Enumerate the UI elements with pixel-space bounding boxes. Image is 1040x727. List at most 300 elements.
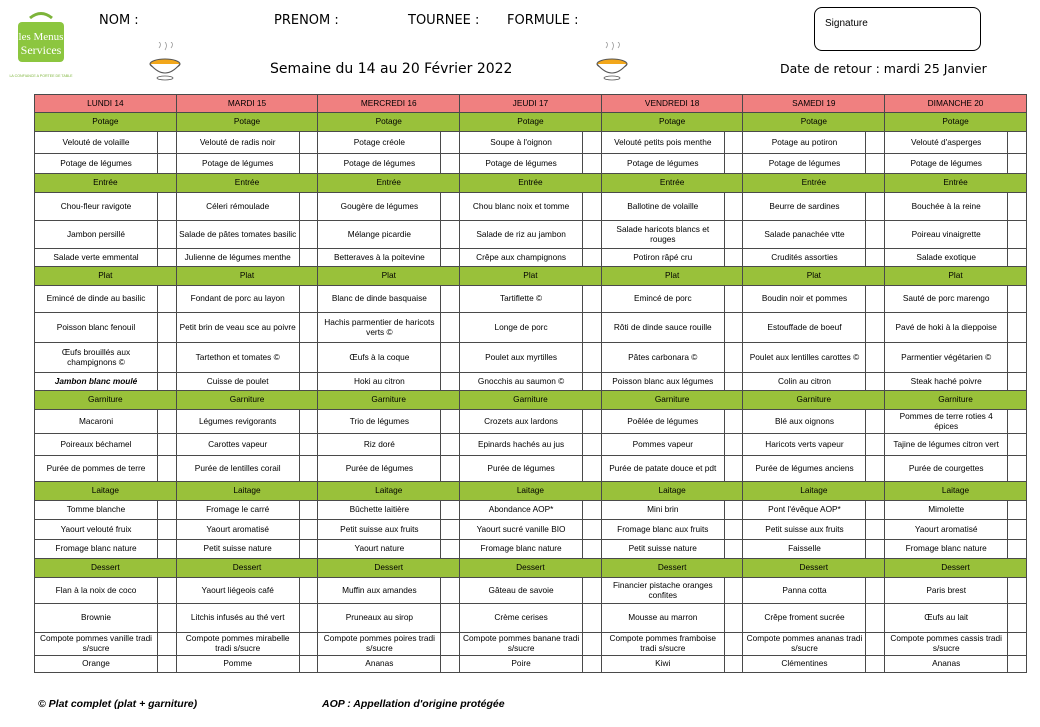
menu-item: Purée de courgettes	[885, 456, 1008, 482]
choice-checkbox[interactable]	[158, 656, 177, 673]
menu-item: Mélange picardie	[318, 221, 441, 249]
menu-item: Poisson blanc fenouil	[35, 313, 158, 343]
choice-checkbox[interactable]	[724, 456, 743, 482]
menu-item: Yaourt liégeois café	[176, 578, 299, 604]
menu-item: Céleri rémoulade	[176, 193, 299, 221]
menu-item: Œufs à la coque	[318, 343, 441, 373]
menu-item: Yaourt sucré vanille BIO	[460, 520, 583, 540]
menu-item: Crudités assorties	[743, 249, 866, 267]
menu-item: Velouté d'asperges	[885, 132, 1008, 154]
section-header: Dessert	[885, 559, 1027, 578]
menu-item: Compote pommes banane tradi s/sucre	[460, 633, 583, 656]
menu-row	[35, 456, 1027, 482]
choice-checkbox[interactable]	[441, 193, 460, 221]
svg-text:Services: Services	[20, 43, 62, 57]
menu-item: Pommes vapeur	[601, 434, 724, 456]
menu-item: Pont l'évêque AOP*	[743, 501, 866, 520]
choice-checkbox[interactable]	[441, 132, 460, 154]
menu-row	[35, 410, 1027, 434]
menu-item: Boudin noir et pommes	[743, 286, 866, 313]
menu-item: Salade verte emmental	[35, 249, 158, 267]
choice-checkbox[interactable]	[299, 578, 318, 604]
day-header: LUNDI 14	[35, 95, 177, 113]
choice-checkbox[interactable]	[583, 540, 602, 559]
section-header-row	[35, 174, 1027, 193]
menu-item: Julienne de légumes menthe	[176, 249, 299, 267]
choice-checkbox[interactable]	[866, 343, 885, 373]
footnote-aop: AOP : Appellation d'origine protégée	[322, 698, 505, 710]
menu-item: Macaroni	[35, 410, 158, 434]
choice-checkbox[interactable]	[441, 373, 460, 391]
menu-item: Emincé de dinde au basilic	[35, 286, 158, 313]
menu-item: Petit suisse aux fruits	[743, 520, 866, 540]
choice-checkbox[interactable]	[158, 540, 177, 559]
menu-item: Kiwi	[601, 656, 724, 673]
choice-checkbox[interactable]	[866, 456, 885, 482]
menu-item: Panna cotta	[743, 578, 866, 604]
menu-row	[35, 193, 1027, 221]
menu-row	[35, 286, 1027, 313]
section-header: Potage	[318, 113, 460, 132]
choice-checkbox[interactable]	[158, 286, 177, 313]
choice-checkbox[interactable]	[158, 132, 177, 154]
choice-checkbox[interactable]	[866, 132, 885, 154]
choice-checkbox[interactable]	[1008, 434, 1027, 456]
menu-item: Potage de légumes	[460, 154, 583, 174]
section-header: Laitage	[318, 482, 460, 501]
menu-item: Compote pommes vanille tradi s/sucre	[35, 633, 158, 656]
choice-checkbox[interactable]	[724, 434, 743, 456]
menu-item: Steak haché poivre	[885, 373, 1008, 391]
menu-item: Ananas	[318, 656, 441, 673]
menu-item: Compote pommes poires tradi s/sucre	[318, 633, 441, 656]
section-header: Plat	[885, 267, 1027, 286]
menu-row	[35, 578, 1027, 604]
menu-item: Potage de légumes	[35, 154, 158, 174]
menu-item: Litchis infusés au thé vert	[176, 604, 299, 633]
choice-checkbox[interactable]	[1008, 410, 1027, 434]
menu-row	[35, 633, 1027, 656]
section-header: Laitage	[35, 482, 177, 501]
section-header: Plat	[318, 267, 460, 286]
section-header: Laitage	[601, 482, 743, 501]
choice-checkbox[interactable]	[441, 540, 460, 559]
choice-checkbox[interactable]	[866, 249, 885, 267]
menu-item: Crêpe froment sucrée	[743, 604, 866, 633]
choice-checkbox[interactable]	[158, 410, 177, 434]
choice-checkbox[interactable]	[299, 604, 318, 633]
menu-item: Abondance AOP*	[460, 501, 583, 520]
menu-item: Pavé de hoki à la dieppoise	[885, 313, 1008, 343]
choice-checkbox[interactable]	[866, 434, 885, 456]
menu-item: Pommes de terre roties 4 épices	[885, 410, 1008, 434]
section-header: Plat	[176, 267, 318, 286]
section-header: Garniture	[743, 391, 885, 410]
menu-item: Bouchée à la reine	[885, 193, 1008, 221]
return-date: Date de retour : mardi 25 Janvier	[780, 61, 987, 76]
menu-item: Haricots verts vapeur	[743, 434, 866, 456]
choice-checkbox[interactable]	[441, 343, 460, 373]
choice-checkbox[interactable]	[299, 249, 318, 267]
choice-checkbox[interactable]	[1008, 501, 1027, 520]
choice-checkbox[interactable]	[299, 656, 318, 673]
menu-item: Purée de lentilles corail	[176, 456, 299, 482]
section-header: Entrée	[601, 174, 743, 193]
section-header: Plat	[460, 267, 602, 286]
choice-checkbox[interactable]	[1008, 604, 1027, 633]
menu-item: Tajine de légumes citron vert	[885, 434, 1008, 456]
choice-checkbox[interactable]	[583, 501, 602, 520]
choice-checkbox[interactable]	[299, 373, 318, 391]
choice-checkbox[interactable]	[1008, 286, 1027, 313]
choice-checkbox[interactable]	[583, 604, 602, 633]
choice-checkbox[interactable]	[724, 132, 743, 154]
choice-checkbox[interactable]	[583, 633, 602, 656]
choice-checkbox[interactable]	[441, 604, 460, 633]
choice-checkbox[interactable]	[866, 154, 885, 174]
section-header: Plat	[601, 267, 743, 286]
menu-item: Salade panachée vtte	[743, 221, 866, 249]
choice-checkbox[interactable]	[724, 540, 743, 559]
choice-checkbox[interactable]	[724, 520, 743, 540]
choice-checkbox[interactable]	[441, 410, 460, 434]
menu-item: Salade de pâtes tomates basilic	[176, 221, 299, 249]
choice-checkbox[interactable]	[583, 520, 602, 540]
choice-checkbox[interactable]	[866, 520, 885, 540]
section-header: Potage	[885, 113, 1027, 132]
menu-item: Gnocchis au saumon ©	[460, 373, 583, 391]
choice-checkbox[interactable]	[866, 501, 885, 520]
choice-checkbox[interactable]	[158, 456, 177, 482]
choice-checkbox[interactable]	[724, 633, 743, 656]
choice-checkbox[interactable]	[1008, 633, 1027, 656]
section-header-row	[35, 482, 1027, 501]
menu-item: Œufs brouillés aux champignons ©	[35, 343, 158, 373]
choice-checkbox[interactable]	[441, 249, 460, 267]
choice-checkbox[interactable]	[441, 656, 460, 673]
choice-checkbox[interactable]	[1008, 249, 1027, 267]
menu-item: Crème cerises	[460, 604, 583, 633]
menu-item: Compote pommes mirabelle tradi s/sucre	[176, 633, 299, 656]
menu-item: Potage de légumes	[743, 154, 866, 174]
choice-checkbox[interactable]	[441, 434, 460, 456]
menu-item: Purée de patate douce et pdt	[601, 456, 724, 482]
menu-item: Yaourt aromatisé	[176, 520, 299, 540]
menu-table	[34, 94, 1027, 673]
choice-checkbox[interactable]	[158, 249, 177, 267]
choice-checkbox[interactable]	[1008, 221, 1027, 249]
section-header: Laitage	[176, 482, 318, 501]
choice-checkbox[interactable]	[866, 633, 885, 656]
choice-checkbox[interactable]	[441, 154, 460, 174]
menu-row	[35, 604, 1027, 633]
choice-checkbox[interactable]	[1008, 343, 1027, 373]
choice-checkbox[interactable]	[299, 633, 318, 656]
choice-checkbox[interactable]	[724, 343, 743, 373]
nom-label: NOM :	[99, 13, 139, 28]
section-header: Entrée	[35, 174, 177, 193]
section-header: Potage	[601, 113, 743, 132]
choice-checkbox[interactable]	[158, 343, 177, 373]
menu-item: Fromage blanc nature	[460, 540, 583, 559]
choice-checkbox[interactable]	[1008, 656, 1027, 673]
soup-bowl-icon	[592, 42, 632, 82]
signature-box[interactable]	[814, 7, 981, 51]
choice-checkbox[interactable]	[299, 540, 318, 559]
section-header: Garniture	[885, 391, 1027, 410]
menu-item: Légumes revigorants	[176, 410, 299, 434]
section-header: Dessert	[460, 559, 602, 578]
menu-row	[35, 154, 1027, 174]
section-header-row	[35, 267, 1027, 286]
section-header: Entrée	[743, 174, 885, 193]
menu-item: Sauté de porc marengo	[885, 286, 1008, 313]
soup-bowl-icon	[145, 42, 185, 82]
choice-checkbox[interactable]	[1008, 154, 1027, 174]
choice-checkbox[interactable]	[583, 343, 602, 373]
section-header: Garniture	[601, 391, 743, 410]
choice-checkbox[interactable]	[866, 578, 885, 604]
choice-checkbox[interactable]	[299, 410, 318, 434]
choice-checkbox[interactable]	[1008, 540, 1027, 559]
week-title: Semaine du 14 au 20 Février 2022	[270, 61, 513, 77]
choice-checkbox[interactable]	[299, 343, 318, 373]
choice-checkbox[interactable]	[724, 501, 743, 520]
choice-checkbox[interactable]	[866, 286, 885, 313]
section-header: Laitage	[460, 482, 602, 501]
choice-checkbox[interactable]	[158, 193, 177, 221]
choice-checkbox[interactable]	[583, 286, 602, 313]
section-header: Dessert	[743, 559, 885, 578]
choice-checkbox[interactable]	[441, 313, 460, 343]
menu-item: Blé aux oignons	[743, 410, 866, 434]
menu-item: Tomme blanche	[35, 501, 158, 520]
menu-row	[35, 221, 1027, 249]
menu-row	[35, 373, 1027, 391]
choice-checkbox[interactable]	[299, 286, 318, 313]
choice-checkbox[interactable]	[724, 286, 743, 313]
choice-checkbox[interactable]	[441, 633, 460, 656]
day-header: VENDREDI 18	[601, 95, 743, 113]
menu-row	[35, 434, 1027, 456]
choice-checkbox[interactable]	[299, 434, 318, 456]
choice-checkbox[interactable]	[158, 221, 177, 249]
choice-checkbox[interactable]	[724, 313, 743, 343]
choice-checkbox[interactable]	[583, 656, 602, 673]
choice-checkbox[interactable]	[724, 373, 743, 391]
menu-row	[35, 313, 1027, 343]
choice-checkbox[interactable]	[583, 313, 602, 343]
menu-item: Mimolette	[885, 501, 1008, 520]
menu-item: Longe de porc	[460, 313, 583, 343]
choice-checkbox[interactable]	[866, 656, 885, 673]
choice-checkbox[interactable]	[866, 373, 885, 391]
choice-checkbox[interactable]	[724, 154, 743, 174]
choice-checkbox[interactable]	[158, 578, 177, 604]
menu-item: Petit brin de veau sce au poivre	[176, 313, 299, 343]
choice-checkbox[interactable]	[724, 578, 743, 604]
menu-row	[35, 249, 1027, 267]
section-header: Dessert	[318, 559, 460, 578]
menu-item: Bûchette laitière	[318, 501, 441, 520]
section-header: Potage	[176, 113, 318, 132]
choice-checkbox[interactable]	[158, 633, 177, 656]
menu-item: Petit suisse nature	[176, 540, 299, 559]
choice-checkbox[interactable]	[724, 249, 743, 267]
section-header: Plat	[743, 267, 885, 286]
section-header: Entrée	[176, 174, 318, 193]
day-header-row	[35, 95, 1027, 113]
choice-checkbox[interactable]	[299, 221, 318, 249]
section-header: Garniture	[460, 391, 602, 410]
menu-item: Salade exotique	[885, 249, 1008, 267]
choice-checkbox[interactable]	[158, 313, 177, 343]
choice-checkbox[interactable]	[158, 434, 177, 456]
formule-label: FORMULE :	[507, 13, 579, 28]
section-header: Dessert	[176, 559, 318, 578]
section-header: Laitage	[885, 482, 1027, 501]
menu-item: Velouté de radis noir	[176, 132, 299, 154]
choice-checkbox[interactable]	[299, 456, 318, 482]
menu-item: Purée de pommes de terre	[35, 456, 158, 482]
choice-checkbox[interactable]	[299, 154, 318, 174]
menu-item: Poireau vinaigrette	[885, 221, 1008, 249]
choice-checkbox[interactable]	[158, 154, 177, 174]
svg-text:LA CONFIANCE A PORTEE DE TABLE: LA CONFIANCE A PORTEE DE TABLE	[9, 74, 73, 78]
menu-item: Orange	[35, 656, 158, 673]
choice-checkbox[interactable]	[583, 410, 602, 434]
menu-item: Fromage le carré	[176, 501, 299, 520]
menu-item: Compote pommes framboise tradi s/sucre	[601, 633, 724, 656]
choice-checkbox[interactable]	[583, 221, 602, 249]
menu-item: Muffin aux amandes	[318, 578, 441, 604]
menu-item: Potiron râpé cru	[601, 249, 724, 267]
menu-item: Ballotine de volaille	[601, 193, 724, 221]
section-header: Garniture	[35, 391, 177, 410]
choice-checkbox[interactable]	[441, 221, 460, 249]
choice-checkbox[interactable]	[1008, 456, 1027, 482]
menu-item: Petit suisse nature	[601, 540, 724, 559]
section-header-row	[35, 391, 1027, 410]
menu-item: Purée de légumes	[318, 456, 441, 482]
menu-item: Paris brest	[885, 578, 1008, 604]
menu-item: Blanc de dinde basquaise	[318, 286, 441, 313]
choice-checkbox[interactable]	[724, 193, 743, 221]
choice-checkbox[interactable]	[583, 434, 602, 456]
menu-row	[35, 656, 1027, 673]
choice-checkbox[interactable]	[583, 456, 602, 482]
menu-row	[35, 132, 1027, 154]
section-header: Dessert	[35, 559, 177, 578]
tournee-label: TOURNEE :	[408, 13, 480, 28]
choice-checkbox[interactable]	[158, 501, 177, 520]
menu-item: Riz doré	[318, 434, 441, 456]
choice-checkbox[interactable]	[441, 520, 460, 540]
choice-checkbox[interactable]	[1008, 132, 1027, 154]
menu-item: Fromage blanc aux fruits	[601, 520, 724, 540]
choice-checkbox[interactable]	[441, 456, 460, 482]
choice-checkbox[interactable]	[1008, 313, 1027, 343]
choice-checkbox[interactable]	[866, 313, 885, 343]
svg-text:les Menus: les Menus	[18, 31, 64, 43]
menu-item: Purée de légumes	[460, 456, 583, 482]
menu-item: Yaourt velouté fruix	[35, 520, 158, 540]
choice-checkbox[interactable]	[1008, 193, 1027, 221]
choice-checkbox[interactable]	[299, 501, 318, 520]
choice-checkbox[interactable]	[583, 249, 602, 267]
choice-checkbox[interactable]	[1008, 578, 1027, 604]
menu-item: Potage de légumes	[318, 154, 441, 174]
choice-checkbox[interactable]	[299, 193, 318, 221]
prenom-label: PRENOM :	[274, 13, 339, 28]
choice-checkbox[interactable]	[866, 604, 885, 633]
menu-item: Clémentines	[743, 656, 866, 673]
menu-item: Financier pistache oranges confites	[601, 578, 724, 604]
choice-checkbox[interactable]	[1008, 520, 1027, 540]
section-header: Plat	[35, 267, 177, 286]
choice-checkbox[interactable]	[724, 604, 743, 633]
choice-checkbox[interactable]	[441, 286, 460, 313]
choice-checkbox[interactable]	[299, 520, 318, 540]
choice-checkbox[interactable]	[1008, 373, 1027, 391]
choice-checkbox[interactable]	[441, 578, 460, 604]
choice-checkbox[interactable]	[866, 221, 885, 249]
footnote-plat-complet: © Plat complet (plat + garniture)	[38, 698, 198, 710]
choice-checkbox[interactable]	[299, 313, 318, 343]
section-header: Potage	[35, 113, 177, 132]
choice-checkbox[interactable]	[724, 221, 743, 249]
choice-checkbox[interactable]	[158, 520, 177, 540]
choice-checkbox[interactable]	[866, 410, 885, 434]
menu-item: Tartiflette ©	[460, 286, 583, 313]
section-header: Entrée	[885, 174, 1027, 193]
menu-item: Emincé de porc	[601, 286, 724, 313]
menu-item: Poulet aux myrtilles	[460, 343, 583, 373]
choice-checkbox[interactable]	[583, 154, 602, 174]
menu-item: Beurre de sardines	[743, 193, 866, 221]
menu-item: Jambon blanc moulé	[35, 373, 158, 391]
choice-checkbox[interactable]	[583, 132, 602, 154]
choice-checkbox[interactable]	[158, 604, 177, 633]
choice-checkbox[interactable]	[724, 410, 743, 434]
menu-item: Salade haricots blancs et rouges	[601, 221, 724, 249]
menu-row	[35, 520, 1027, 540]
day-header: DIMANCHE 20	[885, 95, 1027, 113]
menu-item: Epinards hachés au jus	[460, 434, 583, 456]
menu-item: Mousse au marron	[601, 604, 724, 633]
menu-item: Fromage blanc nature	[885, 540, 1008, 559]
menu-item: Colin au citron	[743, 373, 866, 391]
choice-checkbox[interactable]	[158, 373, 177, 391]
menu-item: Betteraves à la poitevine	[318, 249, 441, 267]
choice-checkbox[interactable]	[866, 193, 885, 221]
menu-item: Poêlée de légumes	[601, 410, 724, 434]
choice-checkbox[interactable]	[866, 540, 885, 559]
menu-item: Crêpe aux champignons	[460, 249, 583, 267]
section-header: Entrée	[460, 174, 602, 193]
choice-checkbox[interactable]	[441, 501, 460, 520]
choice-checkbox[interactable]	[583, 578, 602, 604]
choice-checkbox[interactable]	[583, 373, 602, 391]
menu-item: Potage de légumes	[601, 154, 724, 174]
choice-checkbox[interactable]	[724, 656, 743, 673]
choice-checkbox[interactable]	[583, 193, 602, 221]
menu-item: Brownie	[35, 604, 158, 633]
menu-item: Pâtes carbonara ©	[601, 343, 724, 373]
day-header: MERCREDI 16	[318, 95, 460, 113]
choice-checkbox[interactable]	[299, 132, 318, 154]
menu-item: Hoki au citron	[318, 373, 441, 391]
